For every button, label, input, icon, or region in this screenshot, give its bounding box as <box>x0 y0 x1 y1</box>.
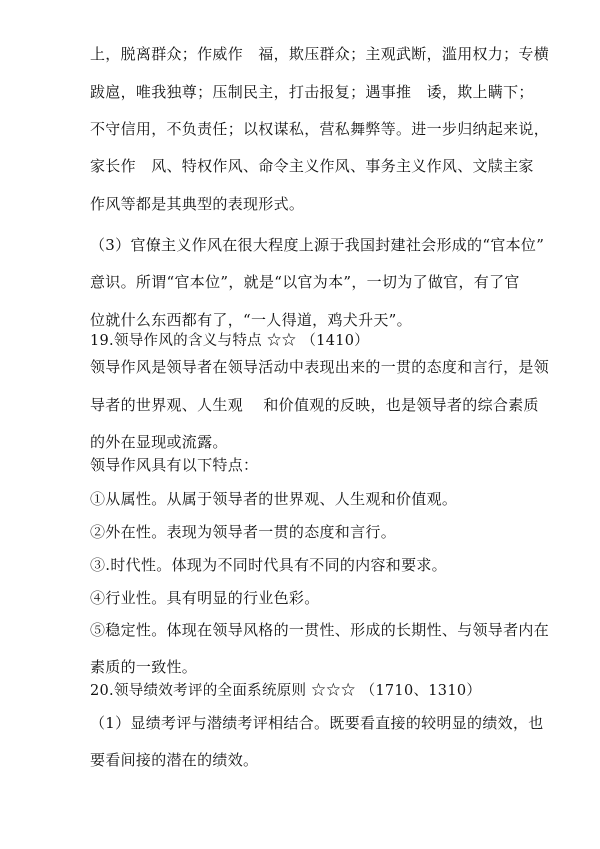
list-item: ⑤稳定性。体现在领导风格的一贯性、形成的长期性、与领导者内在 <box>90 621 550 639</box>
heading-text: 20.领导绩效考评的全面系统原则 ☆☆☆ （1710、1310） <box>90 683 482 699</box>
feature-1 <box>90 489 530 509</box>
section-20-heading <box>90 681 530 701</box>
list-item: ②外在性。表现为领导者一贯的态度和言行。 <box>90 523 397 541</box>
text-line: 上，脱离群众；作威作 福，欺压群众；主观武断，滥用权力；专横 <box>90 45 550 63</box>
list-item: ④行业性。具有明显的行业色彩。 <box>90 589 320 607</box>
text-line: 要看间接的潜在的绩效。 <box>90 751 259 769</box>
feature-5 <box>90 620 550 677</box>
text-line: 的外在显现或流露。 <box>90 433 228 451</box>
text-line: 不守信用，不负责任；以权谋私，营私舞弊等。进一步归纳起来说， <box>90 120 550 138</box>
list-item: ①从属性。从属于领导者的世界观、人生观和价值观。 <box>90 490 458 508</box>
text-line: 意识。所谓“官本位”，就是“以官为本”，一切为了做官，有了官 <box>90 273 520 291</box>
list-item: ③.时代性。体现为不同时代具有不同的内容和要求。 <box>90 556 447 574</box>
principle-1-paragraph <box>90 713 544 770</box>
text-line: （3）官僚主义作风在很大程度上源于我国封建社会形成的“官本位” <box>90 236 545 254</box>
text-line: 位就什么东西都有了，“一人得道，鸡犬升天”。 <box>90 311 412 329</box>
feature-2 <box>90 522 530 542</box>
feature-3 <box>90 555 530 575</box>
text-line: 领导作风是领导者在领导活动中表现出来的一贯的态度和言行，是领 <box>90 358 550 376</box>
heading-text: 19.领导作风的含义与特点 ☆☆ （1410） <box>90 333 370 349</box>
definition-paragraph <box>90 357 550 452</box>
features-intro <box>90 455 530 475</box>
continuation-paragraph <box>90 44 550 214</box>
text-line: 家长作 风、特权作风、命令主义作风、事务主义作风、文牍主家 <box>90 157 534 175</box>
section-19-heading <box>90 331 530 351</box>
point-3-paragraph <box>90 235 545 330</box>
text-line: 作风等都是其典型的表现形式。 <box>90 195 305 213</box>
text-line: 导者的世界观、人生观 和价值观的反映，也是领导者的综合素质 <box>90 396 539 414</box>
feature-4 <box>90 588 530 608</box>
list-item: 素质的一致性。 <box>90 658 198 676</box>
text-line: 领导作风具有以下特点： <box>90 456 259 474</box>
text-line: 跋扈，唯我独尊；压制民主，打击报复；遇事推 诿，欺上瞒下； <box>90 83 534 101</box>
text-line: （1）显绩考评与潜绩考评相结合。既要看直接的较明显的绩效，也 <box>90 714 544 732</box>
